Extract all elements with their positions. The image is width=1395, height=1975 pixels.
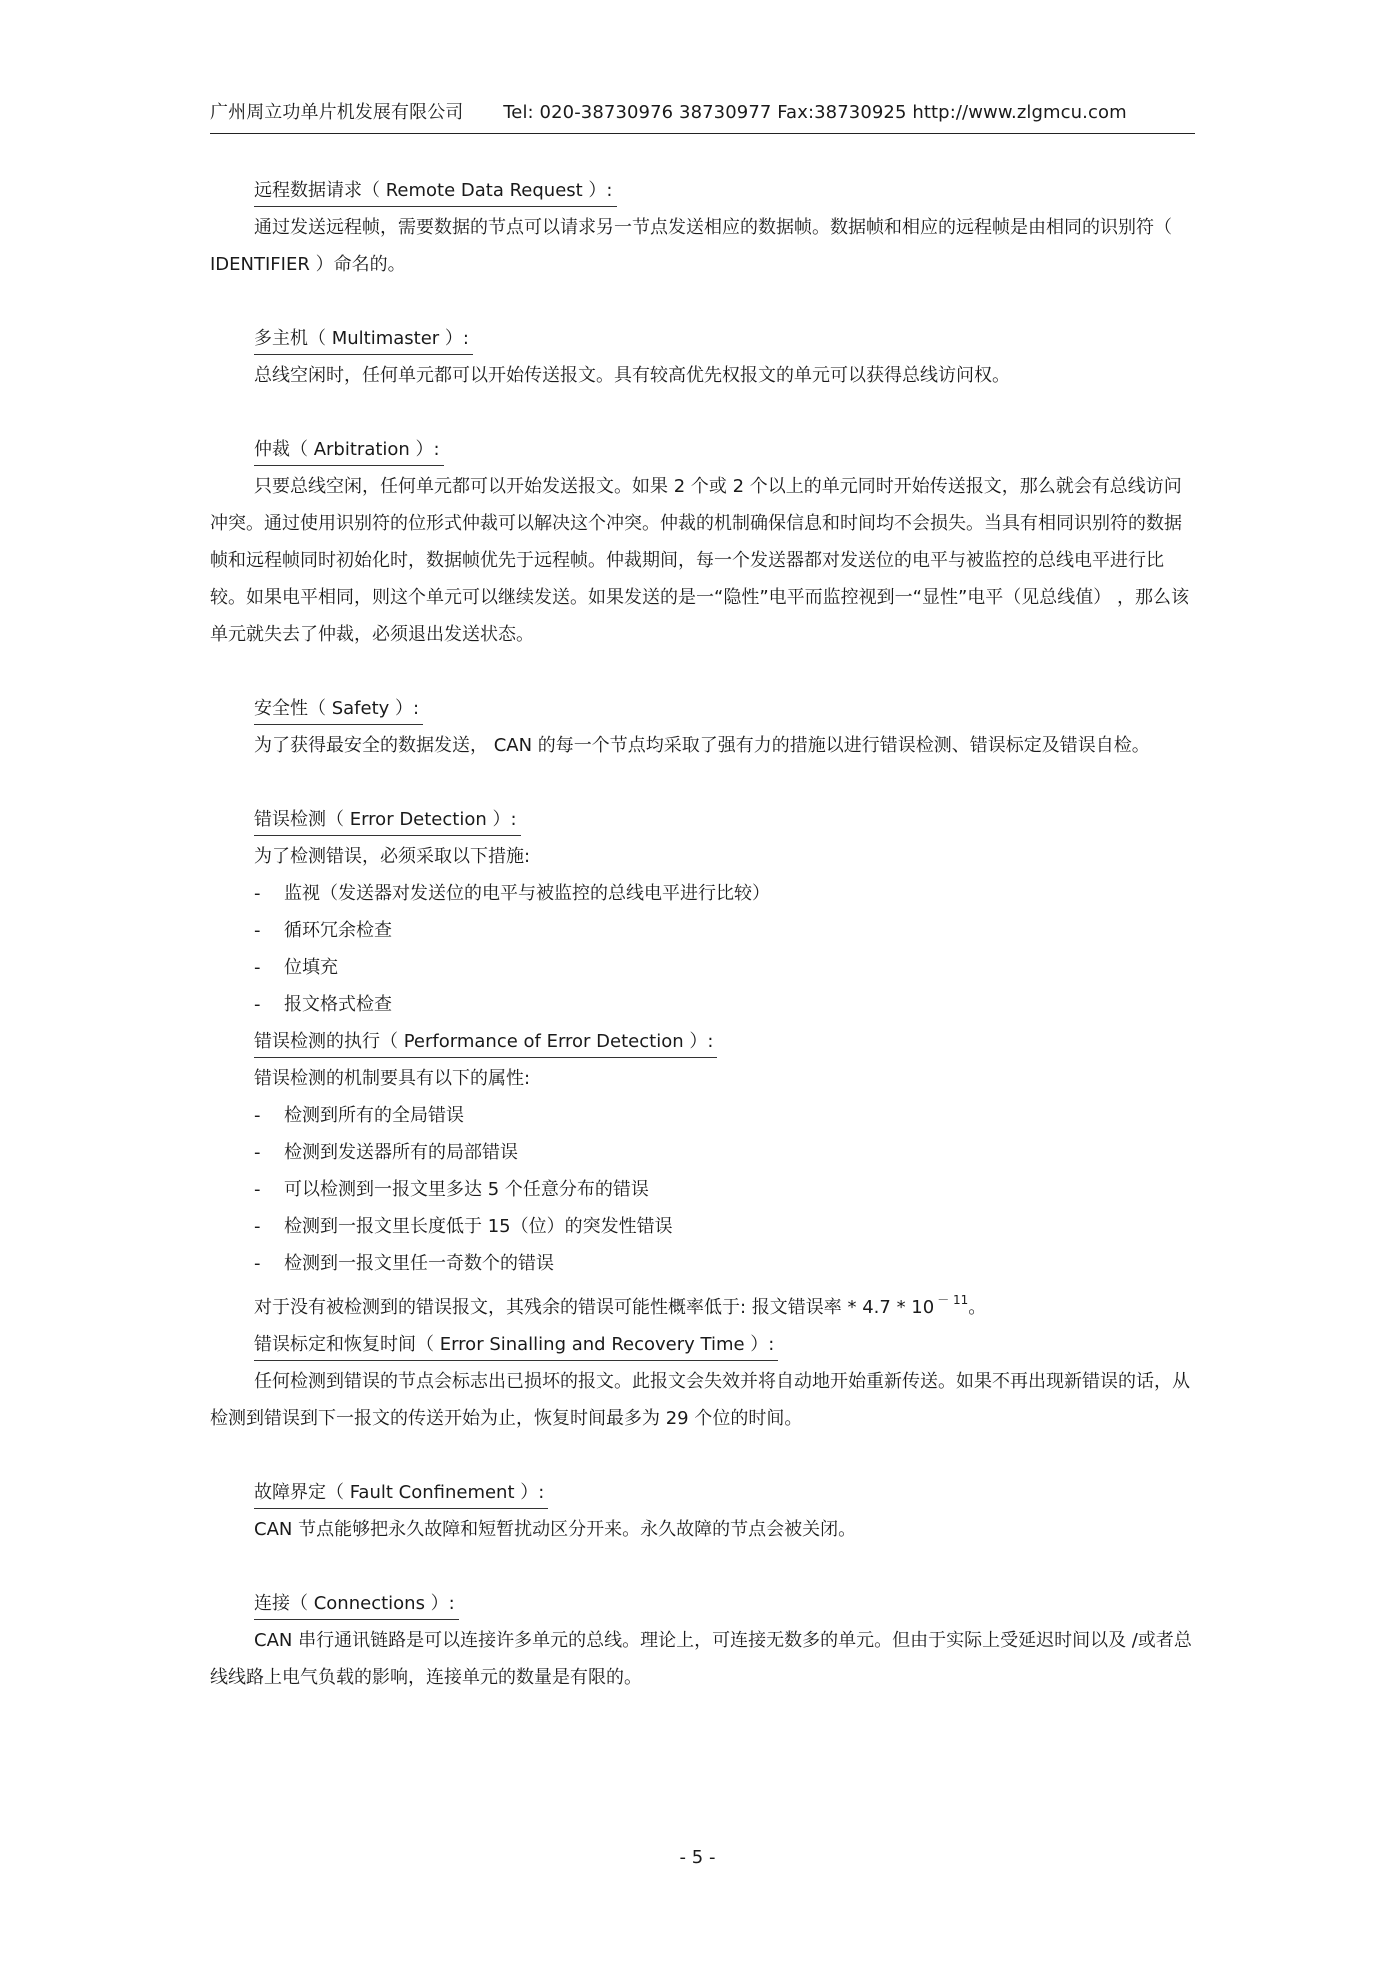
paragraph: 错误检测的机制要具有以下的属性:	[254, 1068, 531, 1089]
section-arbitration	[210, 431, 1195, 653]
contact-info: Tel: 020-38730976 38730977 Fax:38730925 http://www.zlgmcu.com	[503, 102, 1127, 123]
section-title: 远程数据请求（ Remote Data Request ）:	[254, 176, 617, 207]
list-item: - 监视（发送器对发送位的电平与被监控的总线电平进行比较）	[254, 883, 770, 904]
section-title: 错误检测的执行（ Performance of Error Detection ）:	[254, 1027, 717, 1058]
paragraph: CAN 串行通讯链路是可以连接许多单元的总线。理论上，可连接无数多的单元。但由于实际上受延迟时间以及 /或者总线线路上电气负载的影响，连接单元的数量是有限的。	[210, 1630, 1192, 1688]
section-title: 多主机（ Multimaster ）:	[254, 324, 473, 355]
paragraph: 只要总线空闲，任何单元都可以开始发送报文。如果 2 个或 2 个以上的单元同时开始传送报文，那么就会有总线访问冲突。通过使用识别符的位形式仲裁可以解决这个冲突。仲裁的机制确保信息和时间均不会损失。当具有相同识别符的数据帧和远程帧同时初始化时，数据帧优先于远程帧。仲裁期间，每一个发送器都对发送位的电平与被监控的总线电平进行比较。如果电平相同，则这个单元可以继续发送。如果发送的是一“隐性”电平而监控视到一“显性”电平（见总线值） ，那么该单元就失去了仲裁，必须退出发送状态。	[210, 476, 1190, 645]
residual-error-line: 对于没有被检测到的错误报文，其残余的错误可能性概率低于: 报文错误率 * 4.7 * 10 $^{- 11}$。	[254, 1293, 987, 1318]
page-header	[210, 98, 1195, 124]
section-title: 连接（ Connections ）:	[254, 1589, 459, 1620]
section-title: 安全性（ Safety ）:	[254, 694, 423, 725]
section-title: 仲裁（ Arbitration ）:	[254, 435, 444, 466]
section-title: 故障界定（ Fault Confinement ）:	[254, 1478, 548, 1509]
page-number: - 5 -	[679, 1847, 716, 1868]
list-item: - 循环冗余检查	[254, 920, 392, 941]
list-item: - 可以检测到一报文里多达 5 个任意分布的错误	[254, 1179, 649, 1200]
header-rule	[210, 133, 1195, 134]
measures-list	[210, 875, 1195, 1023]
section-title: 错误检测（ Error Detection ）:	[254, 805, 521, 836]
list-item: - 检测到所有的全局错误	[254, 1105, 464, 1126]
list-item: - 报文格式检查	[254, 994, 392, 1015]
section-error-detection	[210, 801, 1195, 1023]
company-name: 广州周立功单片机发展有限公司	[210, 102, 464, 123]
list-item: - 检测到一报文里长度低于 15（位）的突发性错误	[254, 1216, 673, 1237]
section-fault	[210, 1474, 1195, 1548]
section-remote	[210, 172, 1195, 283]
paragraph: 通过发送远程帧，需要数据的节点可以请求另一节点发送相应的数据帧。数据帧和相应的远程帧是由相同的识别符（ IDENTIFIER ）命名的。	[210, 217, 1172, 275]
paragraph: 为了检测错误，必须采取以下措施:	[254, 846, 531, 867]
list-item: - 位填充	[254, 957, 338, 978]
section-connections	[210, 1585, 1195, 1696]
exponent: － 11	[937, 1293, 969, 1307]
properties-list	[210, 1097, 1195, 1282]
paragraph: CAN 节点能够把永久故障和短暂扰动区分开来。永久故障的节点会被关闭。	[254, 1519, 857, 1540]
section-safety	[210, 690, 1195, 764]
section-signalling	[210, 1326, 1195, 1437]
section-title: 错误标定和恢复时间（ Error Sinalling and Recovery Time ）:	[254, 1330, 778, 1361]
section-performance	[210, 1023, 1195, 1326]
document-body	[210, 172, 1195, 1696]
list-item: - 检测到一报文里任一奇数个的错误	[254, 1253, 554, 1274]
paragraph: 为了获得最安全的数据发送， CAN 的每一个节点均采取了强有力的措施以进行错误检测、错误标定及错误自检。	[254, 735, 1150, 756]
list-item: - 检测到发送器所有的局部错误	[254, 1142, 518, 1163]
paragraph: 任何检测到错误的节点会标志出已损坏的报文。此报文会失效并将自动地开始重新传送。如果不再出现新错误的话，从检测到错误到下一报文的传送开始为止，恢复时间最多为 29 个位的时间。	[210, 1371, 1190, 1429]
section-multimaster	[210, 320, 1195, 394]
paragraph: 总线空闲时，任何单元都可以开始传送报文。具有较高优先权报文的单元可以获得总线访问权。	[254, 365, 1010, 386]
